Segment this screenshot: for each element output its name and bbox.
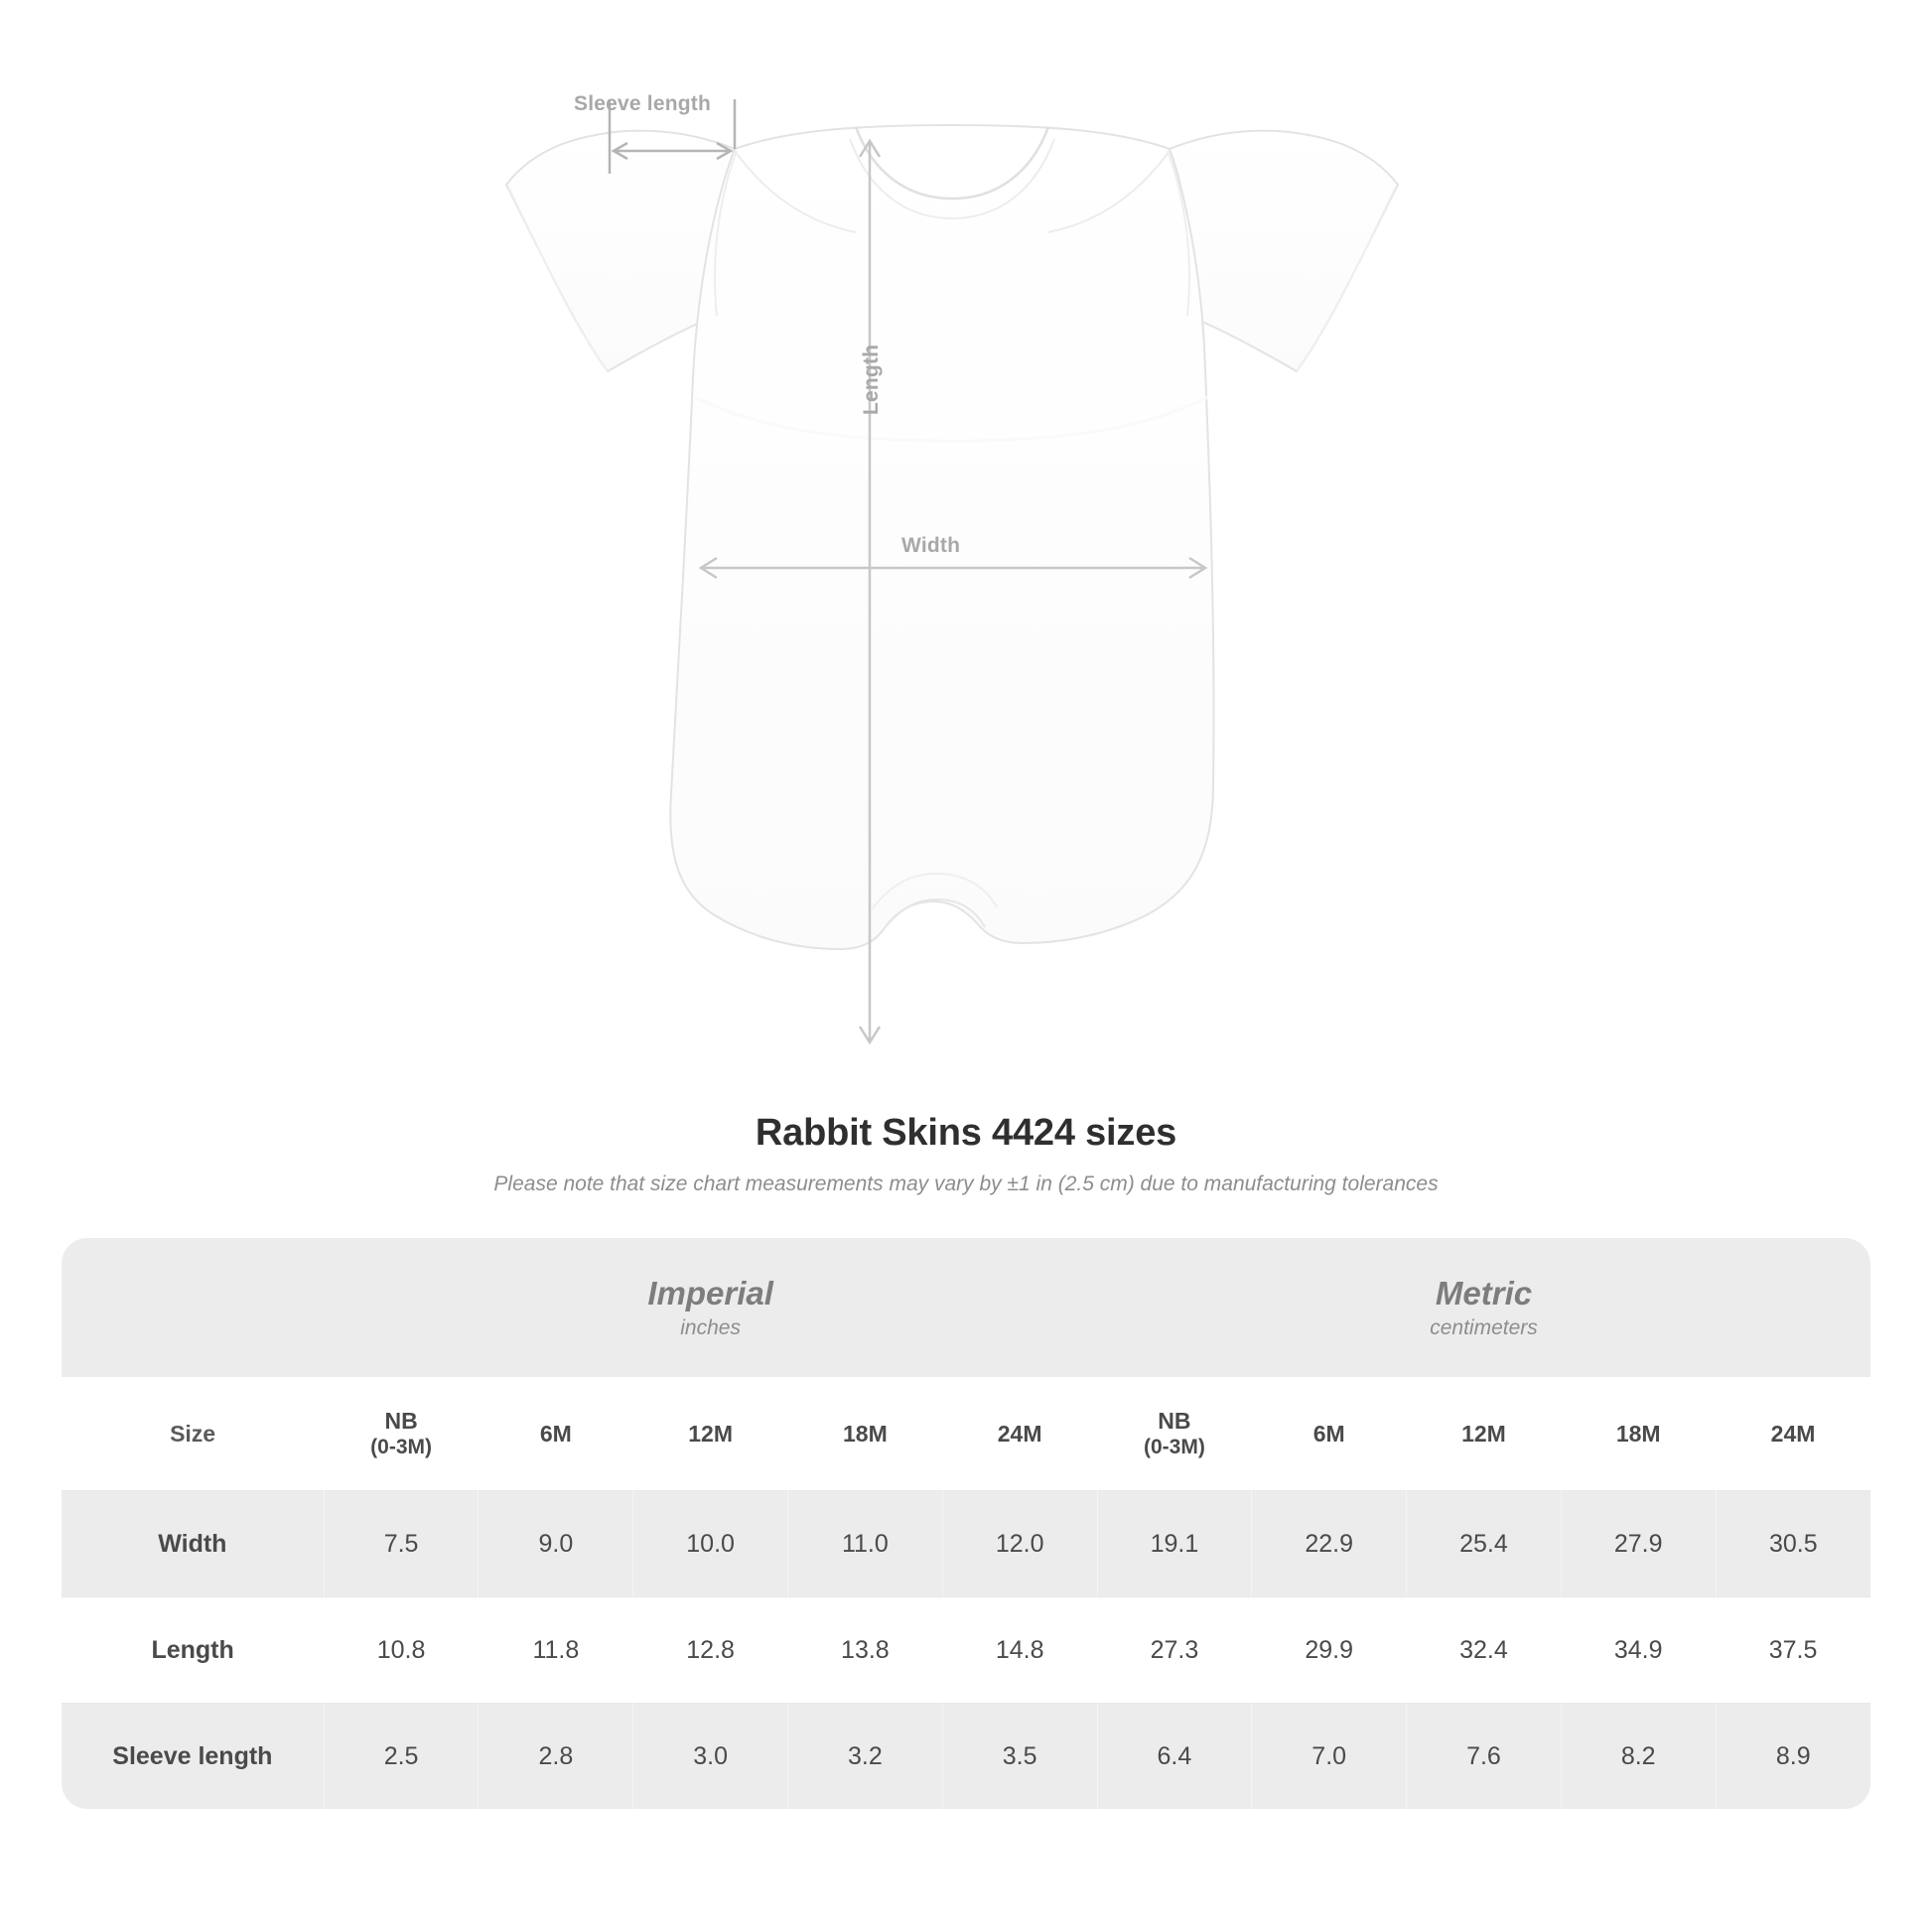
cell-length-18m-in: 13.8 — [788, 1597, 943, 1704]
column-header-nb-imperial-label: NB — [384, 1407, 418, 1434]
cell-sleeve-18m-cm: 8.2 — [1561, 1704, 1716, 1810]
column-header-24m-imperial: 24M — [942, 1377, 1097, 1491]
cell-sleeve-24m-in: 3.5 — [942, 1704, 1097, 1810]
column-header-nb-imperial-sub: (0-3M) — [370, 1436, 432, 1459]
table-row — [62, 1491, 1870, 1597]
cell-sleeve-12m-in: 3.0 — [633, 1704, 788, 1810]
unit-group-imperial-sub: inches — [680, 1315, 741, 1339]
unit-group-imperial — [324, 1238, 1097, 1377]
cell-length-24m-cm: 37.5 — [1716, 1597, 1870, 1704]
column-header-12m-imperial: 12M — [633, 1377, 788, 1491]
size-table-wrapper — [62, 1238, 1870, 1809]
cell-width-24m-cm: 30.5 — [1716, 1491, 1870, 1597]
cell-width-12m-in: 10.0 — [633, 1491, 788, 1597]
unit-group-metric-name: Metric — [1435, 1275, 1533, 1312]
column-header-size: Size — [62, 1377, 324, 1491]
column-header-12m-metric: 12M — [1407, 1377, 1562, 1491]
cell-length-24m-in: 14.8 — [942, 1597, 1097, 1704]
cell-width-6m-cm: 22.9 — [1252, 1491, 1407, 1597]
page-title: Rabbit Skins 4424 sizes — [755, 1112, 1177, 1154]
row-label-width: Width — [62, 1491, 324, 1597]
unit-group-metric-sub: centimeters — [1430, 1315, 1538, 1339]
column-header-nb-metric-sub: (0-3M) — [1143, 1436, 1205, 1459]
cell-width-18m-cm: 27.9 — [1561, 1491, 1716, 1597]
row-label-length: Length — [62, 1597, 324, 1704]
cell-length-12m-in: 12.8 — [633, 1597, 788, 1704]
column-header-6m-imperial: 6M — [479, 1377, 633, 1491]
unit-header-row — [62, 1238, 1870, 1377]
column-header-18m-metric: 18M — [1561, 1377, 1716, 1491]
cell-sleeve-12m-cm: 7.6 — [1407, 1704, 1562, 1810]
size-table — [62, 1238, 1870, 1809]
table-row — [62, 1704, 1870, 1810]
width-label: Width — [901, 534, 961, 557]
column-header-nb-imperial — [324, 1377, 479, 1491]
title-block — [0, 1112, 1932, 1196]
cell-sleeve-6m-cm: 7.0 — [1252, 1704, 1407, 1810]
length-label: Length — [860, 344, 883, 415]
cell-width-24m-in: 12.0 — [942, 1491, 1097, 1597]
cell-length-nb-in: 10.8 — [324, 1597, 479, 1704]
cell-sleeve-18m-in: 3.2 — [788, 1704, 943, 1810]
sleeve-length-label: Sleeve length — [574, 92, 711, 115]
tolerance-note: Please note that size chart measurements may vary by ±1 in (2.5 cm) due to manufacturing tolerances — [493, 1173, 1439, 1195]
unit-header-spacer — [62, 1238, 324, 1377]
unit-group-metric — [1097, 1238, 1870, 1377]
cell-width-12m-cm: 25.4 — [1407, 1491, 1562, 1597]
row-label-sleeve-length: Sleeve length — [62, 1704, 324, 1810]
column-header-18m-imperial: 18M — [788, 1377, 943, 1491]
cell-width-6m-in: 9.0 — [479, 1491, 633, 1597]
cell-length-12m-cm: 32.4 — [1407, 1597, 1562, 1704]
column-header-6m-metric: 6M — [1252, 1377, 1407, 1491]
cell-length-18m-cm: 34.9 — [1561, 1597, 1716, 1704]
cell-sleeve-6m-in: 2.8 — [479, 1704, 633, 1810]
cell-width-18m-in: 11.0 — [788, 1491, 943, 1597]
table-row — [62, 1597, 1870, 1704]
column-header-24m-metric: 24M — [1716, 1377, 1870, 1491]
unit-group-imperial-name: Imperial — [647, 1275, 773, 1312]
cell-length-6m-cm: 29.9 — [1252, 1597, 1407, 1704]
column-header-nb-metric-label: NB — [1158, 1407, 1191, 1434]
column-header-nb-metric — [1097, 1377, 1252, 1491]
column-header-row — [62, 1377, 1870, 1491]
cell-width-nb-in: 7.5 — [324, 1491, 479, 1597]
cell-length-nb-cm: 27.3 — [1097, 1597, 1252, 1704]
cell-length-6m-in: 11.8 — [479, 1597, 633, 1704]
cell-sleeve-nb-cm: 6.4 — [1097, 1704, 1252, 1810]
cell-sleeve-nb-in: 2.5 — [324, 1704, 479, 1810]
cell-sleeve-24m-cm: 8.9 — [1716, 1704, 1870, 1810]
cell-width-nb-cm: 19.1 — [1097, 1491, 1252, 1597]
